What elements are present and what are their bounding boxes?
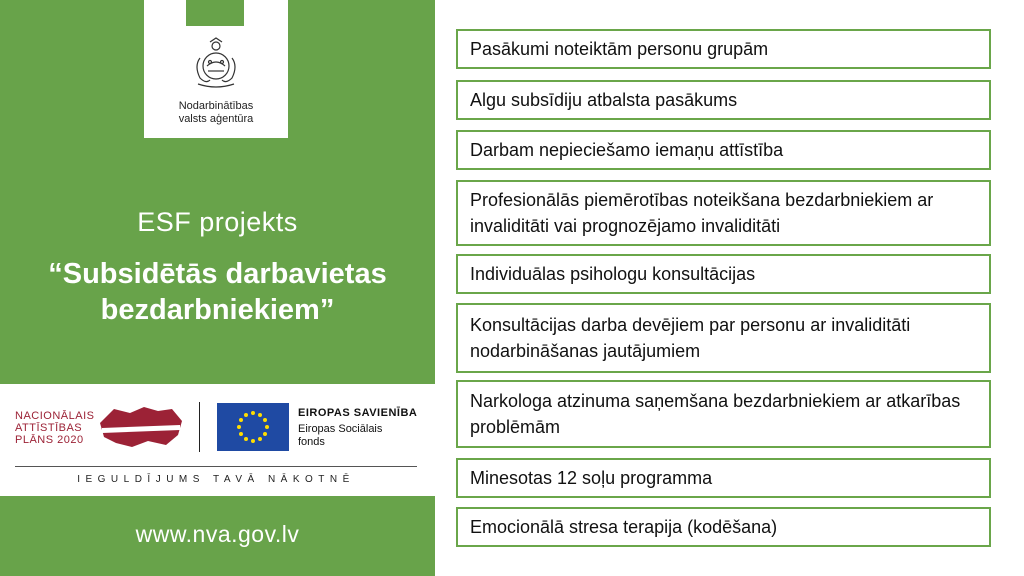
agency-name-line2: valsts aģentūra [178, 113, 254, 125]
measure-item: Emocionālā stresa terapija (kodēšana) [456, 507, 991, 547]
nap-line3: PLĀNS 2020 [15, 434, 84, 446]
website-link[interactable]: www.nva.gov.lv [135, 521, 300, 547]
latvia-coat-of-arms-icon [188, 36, 244, 92]
measure-item: Darbam nepieciešamo iemaņu attīstība [456, 130, 991, 170]
logo-tab [186, 0, 244, 26]
nap-line1: NACIONĀLAIS [15, 410, 95, 422]
logo-divider [199, 402, 200, 452]
measure-item: Pasākumi noteiktām personu grupām [456, 29, 991, 69]
eu-title: EIROPAS SAVIENĪBA [298, 407, 418, 419]
measure-item: Narkologa atzinuma saņemšana bezdarbniekiem ar atkarības problēmām [456, 380, 991, 448]
measure-item: Minesotas 12 soļu programma [456, 458, 991, 498]
slogan: IEGULDĪJUMS TAVĀ NĀKOTNĒ [77, 474, 355, 485]
eu-fund-line1: Eiropas Sociālais [298, 423, 383, 435]
agency-name [150, 100, 282, 126]
measure-item: Algu subsīdiju atbalsta pasākums [456, 80, 991, 120]
slogan-divider [15, 466, 417, 467]
project-title: “Subsidētās darbavietas bezdarbniekiem” [48, 258, 387, 326]
agency-name-line1: Nodarbinātības [178, 100, 254, 112]
eu-fund-line2: fonds [298, 436, 325, 448]
nap2020-logo-text [15, 410, 94, 446]
project-label: ESF projekts [137, 207, 298, 237]
nap-line2: ATTĪSTĪBAS [15, 422, 83, 434]
measure-item: Individuālas psihologu konsultācijas [456, 254, 991, 294]
eu-fund-name [298, 423, 382, 449]
latvia-map-icon [96, 401, 186, 451]
eu-flag-icon [217, 403, 289, 451]
measure-item: Profesionālās piemērotības noteikšana bezdarbniekiem ar invaliditāti vai prognozējamo invaliditāti [456, 180, 991, 246]
measure-item: Konsultācijas darba devējiem par personu ar invaliditāti nodarbināšanas jautājumiem [456, 303, 991, 373]
